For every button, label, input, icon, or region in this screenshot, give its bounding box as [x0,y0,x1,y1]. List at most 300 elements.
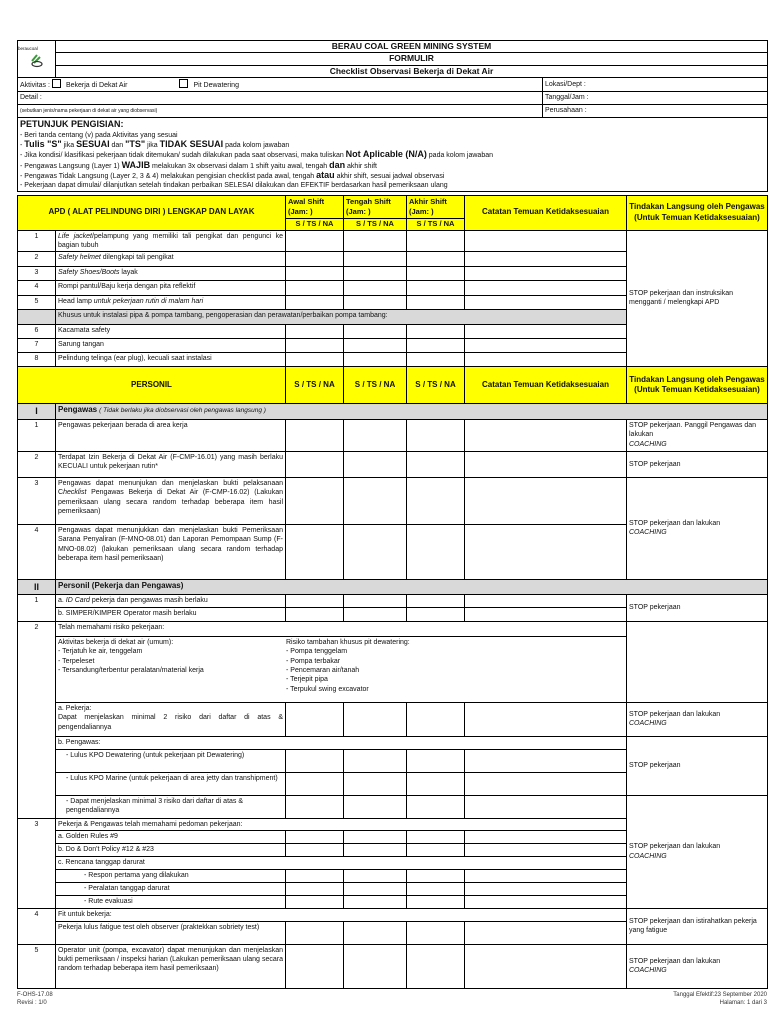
answer-cell[interactable] [344,921,407,944]
stsna-header [407,219,465,230]
italic-text: untuk pekerjaan rutin di malam hari [93,298,204,306]
formulir-label: FORMULIR [56,53,768,65]
apd-item [56,339,286,353]
text: - Lulus KPO Dewatering (untuk pekerjaan pit Dewatering) [66,751,245,759]
answer-cell[interactable] [465,230,627,252]
company-logo [18,41,56,78]
text: STOP pekerjaan dan lakukan [629,843,721,851]
text: S / TS / NA [356,219,394,229]
answer-cell[interactable] [465,419,627,451]
text: (Jam: ) [346,207,371,217]
risk-list [56,636,627,702]
text: S / TS / NA [295,219,334,229]
answer-cell[interactable] [286,267,344,281]
italic-text: COACHING [629,720,667,728]
answer-cell[interactable] [286,883,344,896]
answer-cell[interactable] [286,252,344,267]
checklist-item [56,921,286,944]
answer-cell[interactable] [465,772,627,795]
answer-cell[interactable] [286,451,344,477]
stsna-header [286,367,344,404]
text: 5 [34,298,39,306]
item-number [18,267,56,281]
text: S / TS / NA [294,379,335,389]
text: dilengkapi tali pengikat [100,254,174,262]
stsna-header [286,219,344,230]
text: (Untuk Temuan Ketidaksesuaian) [634,385,760,395]
answer-cell[interactable] [407,607,465,621]
perusahaan-field[interactable]: Perusahaan : [543,104,768,117]
answer-cell[interactable] [465,325,627,339]
checklist-item [56,795,286,818]
answer-cell[interactable] [465,921,627,944]
text: Pengawas pekerjaan berada di area kerja [58,421,188,429]
text: Sarung tangan [58,341,104,349]
answer-cell[interactable] [465,944,627,988]
text: Operator unit (pompa, excavator) dapat menunjukan dan menjelaskan bukti pemeriksaan / inspeksi harian (Lakukan pemeriksaan ulang secara random terhadap beberapa item hasil pemeriksaan) [58,946,283,973]
answer-cell[interactable] [465,339,627,353]
item-number [18,325,56,339]
risk-item: - Pencemaran air/tanah [286,667,360,674]
answer-cell[interactable] [407,870,465,883]
text: I [35,406,38,417]
item-number [18,252,56,267]
answer-cell[interactable] [344,883,407,896]
answer-cell[interactable] [465,281,627,296]
personil-header [18,367,286,404]
apd-action [627,230,768,367]
answer-cell[interactable] [407,419,465,451]
action-text [627,702,768,736]
risk-item: Risiko tambahan khusus pit dewatering: [286,638,410,646]
item-number [18,451,56,477]
action-text [627,795,768,908]
section-number [18,579,56,594]
item-number [18,944,56,988]
logo-icon [29,52,45,68]
tindakan-header [627,367,768,404]
text: STOP pekerjaan dan istirahatkan pekerja yang fatigue [629,917,757,935]
text: Pekerja lulus fatigue test oleh observer (praktekkan sobriety test) [58,923,260,931]
tanggal-field[interactable]: Tanggal/Jam : [543,92,768,104]
text: STOP pekerjaan dan lakukan [629,957,721,965]
answer-cell[interactable] [465,831,627,844]
answer-cell[interactable] [407,831,465,844]
answer-cell[interactable] [286,281,344,296]
answer-cell[interactable] [286,921,344,944]
instruction-line: - Beri tanda centang (v) pada Aktivitas yang sesuai [20,131,178,139]
italic-text: ID Card [65,597,90,605]
risk-item: - Pompa terbakar [286,657,341,665]
answer-cell[interactable] [407,524,465,579]
answer-cell[interactable] [344,451,407,477]
checklist-heading [56,736,627,749]
text: /pelampung yang memiliki tali pengikat dan pengunci ke bagian tubuh [58,232,283,249]
action-text [627,451,768,477]
answer-cell[interactable] [407,477,465,524]
risk-item: - Terpeleset [58,657,95,665]
instruction-line: - Jika kondisi/ klasifikasi pekerjaan tidak ditemukan/ sudah dilakukan pada saat observasi, maka tuliskan Not Aplicable (N/A) pada kolom jawaban [20,149,493,160]
answer-cell[interactable] [344,944,407,988]
form-subtitle: Checklist Observasi Bekerja di Dekat Air [56,65,768,77]
answer-cell[interactable] [465,524,627,579]
answer-cell[interactable] [465,795,627,818]
item-number [18,818,56,908]
instruction-line: - Pekerjaan dapat dimulai/ dilanjutkan setelah tindakan perbaikan SELESAI dilakukan dan EFEKTIF berdasarkan hasil pemeriksaan ulang [20,181,448,189]
answer-cell[interactable] [286,325,344,339]
checklist-item [56,595,286,607]
answer-cell[interactable] [344,477,407,524]
instructions [18,117,768,191]
answer-cell[interactable] [344,524,407,579]
answer-cell[interactable] [407,451,465,477]
answer-cell[interactable] [286,749,344,772]
aktivitas-label: Aktivitas : [20,82,50,90]
answer-cell[interactable] [344,844,407,857]
answer-cell[interactable] [286,944,344,988]
text: - Lulus KPO Marine (untuk pekerjaan di area jetty dan transhipment) [66,774,278,782]
section-number [18,404,56,419]
answer-cell[interactable] [286,870,344,883]
text: Catatan Temuan Ketidaksesuaian [481,207,609,217]
item-number [18,281,56,296]
italic-text: COACHING [629,529,667,537]
item-number [18,909,56,944]
item-number [18,296,56,310]
text: STOP pekerjaan dan lakukan [629,710,721,718]
khusus-note [56,310,627,325]
detail-hint: (sebutkan jenis/nama pekerjaan di dekat air yang diobservasi) [18,104,543,117]
answer-cell[interactable] [344,870,407,883]
text: PERSONIL [131,379,172,389]
shift-akhir-header [407,196,465,219]
apd-item [56,296,286,310]
apd-item [56,353,286,367]
text: Tindakan Langsung oleh Pengawas [629,202,765,212]
text: a. Golden Rules #9 [58,833,118,841]
answer-cell[interactable] [344,281,407,296]
text: Pelindung telinga (ear plug), kecuali saat instalasi [58,355,212,363]
answer-cell[interactable] [407,353,465,367]
risk-item: Aktivitas bekerja di dekat air (umum): [58,638,174,646]
answer-cell[interactable] [407,883,465,896]
text: Telah memahami risiko pekerjaan: [58,623,165,631]
text: 2 [34,453,39,461]
text: Personil (Pekerja dan Pengawas) [58,580,184,590]
text: Fit untuk bekerja: [58,911,112,919]
answer-cell[interactable] [286,702,344,736]
answer-cell[interactable] [465,607,627,621]
checklist-heading [56,621,627,636]
text: Rompi pantul/Baju kerja dengan pita reflektif [58,283,196,291]
text: STOP pekerjaan [629,761,681,769]
answer-cell[interactable] [286,419,344,451]
answer-cell[interactable] [344,607,407,621]
answer-cell[interactable] [344,702,407,736]
checkbox-bekerja-dekat-air[interactable] [52,79,61,88]
item-number [18,339,56,353]
risk-item: - Tersandung/terbentur peralatan/material kerja [58,667,204,674]
text: STOP pekerjaan dan instruksikan mengganti / melengkapi APD [629,290,734,307]
apd-item [56,267,286,281]
checklist-item [56,772,286,795]
text: Catatan Temuan Ketidaksesuaian [481,379,609,389]
action-text [627,419,768,451]
answer-cell[interactable] [286,595,344,607]
answer-cell[interactable] [407,844,465,857]
text: 4 [34,526,39,534]
checklist-heading [56,857,627,870]
text: Pekerja & Pengawas telah memahami pedoman pekerjaan: [58,820,243,828]
text: a. [58,597,66,605]
answer-cell[interactable] [407,296,465,310]
checklist-item [56,451,286,477]
answer-cell[interactable] [286,524,344,579]
item-number [18,524,56,579]
answer-cell[interactable] [286,795,344,818]
section-title [56,579,768,594]
action-text [627,595,768,621]
checklist-item [56,419,286,451]
tindakan-header [627,196,768,230]
answer-cell[interactable] [286,831,344,844]
action-text [627,944,768,988]
answer-cell[interactable] [465,353,627,367]
text: 2 [34,254,39,262]
text: Pengawas dapat menunjukkan dan menjelaskan bukti Pemeriksaan Sarana Penyaliran (F-MNO-08.01) dan Laporan Pemompaan Sump (F-MNO-08.02) (lakukan pemeriksaan ulang secara random terhadap beberapa item hasil pemeriksaan) [58,526,283,563]
apd-item [56,230,286,252]
shift-awal-header [286,196,344,219]
checklist-item [56,749,286,772]
stsna-header [407,367,465,404]
instruction-line: - Tulis "S" jika SESUAI dan "TS" jika TIDAK SESUAI pada kolom jawaban [20,139,290,150]
text: Tindakan Langsung oleh Pengawas [629,374,765,384]
answer-cell[interactable] [344,267,407,281]
text: Khusus untuk instalasi pipa & pompa tambang, pengoperasian dan perawatan/perbaikan pompa tambang: [58,312,388,320]
text: pekerja dan pengawas masih berlaku [89,597,208,605]
answer-cell[interactable] [286,896,344,909]
answer-cell[interactable] [465,252,627,267]
answer-cell[interactable] [465,451,627,477]
italic-text: Safety Shoes/Boots [58,269,120,277]
instructions-title: PETUNJUK PENGISIAN: [20,118,124,129]
text: (Jam: ) [409,207,434,217]
text: Head lamp [58,298,94,306]
text: layak [119,269,138,277]
answer-cell[interactable] [344,595,407,607]
answer-cell[interactable] [407,325,465,339]
text: 1 [34,232,39,240]
text: Awal Shift [288,197,325,207]
text: Dapat menjelaskan minimal 2 risiko dari daftar di atas & pengendaliannya [58,714,283,731]
answer-cell[interactable] [286,339,344,353]
text: II [33,581,39,592]
cell [627,621,768,702]
apd-item [56,281,286,296]
answer-cell[interactable] [286,772,344,795]
answer-cell[interactable] [465,749,627,772]
answer-cell[interactable] [465,267,627,281]
answer-cell[interactable] [407,944,465,988]
instruction-line: - Pengawas Langsung (Layer 1) WAJIB melakukan 3x observasi dalam 1 shift yaitu awal, tengah dan akhir shift [20,159,377,170]
italic-text: COACHING [629,852,667,860]
italic-text: COACHING [629,967,667,975]
item-number [18,353,56,367]
answer-cell[interactable] [465,896,627,909]
text: STOP pekerjaan [629,460,681,468]
risk-item: - Terjepit pipa [286,676,328,684]
answer-cell[interactable] [344,252,407,267]
answer-cell[interactable] [344,325,407,339]
section-note: ( Tidak berlaku jika diobservasi oleh pengawas langsung ) [99,407,266,415]
text: - Rute evakuasi [84,898,133,906]
text: Pengawas dapat menunjukan dan menjelaskan bukti pelaksanaan C [58,479,283,497]
form-code: F-OHS-17.08 [17,991,53,998]
text: - Respon pertama yang dilakukan [84,872,189,880]
text: c. Rencana tanggap darurat [58,859,145,867]
text: 5 [34,946,39,954]
answer-cell[interactable] [407,921,465,944]
answer-cell[interactable] [407,230,465,252]
text: APD ( ALAT PELINDUNG DIRI ) LENGKAP DAN LAYAK [48,207,255,217]
text: - Dapat menjelaskan minimal 3 risiko dari daftar di atas & pengendaliannya [66,797,244,815]
answer-cell[interactable] [286,353,344,367]
text: (Untuk Temuan Ketidaksesuaian) [634,212,760,222]
text: 8 [34,355,39,363]
lokasi-field[interactable]: Lokasi/Dept : [543,78,768,92]
answer-cell[interactable] [407,896,465,909]
answer-cell[interactable] [344,419,407,451]
shift-tengah-header [344,196,407,219]
text: Kacamata safety [58,327,111,335]
checklist-item [56,896,286,909]
item-number [18,230,56,252]
answer-cell[interactable] [465,702,627,736]
text: - Peralatan tanggap darurat [84,885,170,893]
text: (Jam: ) [288,207,313,217]
italic-text: Life jacket [58,232,93,240]
answer-cell[interactable] [344,749,407,772]
footer [17,991,767,1008]
answer-cell[interactable] [465,595,627,607]
checklist-item [56,607,286,621]
checklist-item [56,883,286,896]
system-title: BERAU COAL GREEN MINING SYSTEM [56,41,768,53]
checkbox-pit-dewatering[interactable] [179,79,188,88]
text: Akhir Shift [409,197,447,207]
answer-cell[interactable] [344,339,407,353]
detail-field[interactable]: Detail : [18,92,543,104]
item-number [18,595,56,621]
answer-cell[interactable] [407,772,465,795]
instruction-line: - Pengawas Tidak Langsung (Layer 2, 3 & 4) melakukan pengisian checklist pada awal, tengah atau akhir shift, sesuai jadwal observasi [20,169,445,180]
checklist-table [17,195,768,988]
answer-cell[interactable] [344,795,407,818]
revision: Revisi : 1/0 [17,999,47,1006]
answer-cell[interactable] [465,870,627,883]
section-title [56,404,768,419]
page-number: Halaman: 1 dari 3 [719,999,767,1006]
item-number [18,621,56,818]
text: 3 [34,820,39,828]
text: Pengawas Bekerja di Dekat Air (F-CMP-16.02) (Lakukan pemeriksaan ulang secara random terhadap beberapa item hasil pemeriksaan) [58,489,283,516]
apd-header [18,196,286,230]
answer-cell[interactable] [465,883,627,896]
answer-cell[interactable] [344,353,407,367]
italic-text: COACHING [629,440,667,448]
text: STOP pekerjaan dan lakukan [629,519,721,527]
answer-cell[interactable] [286,477,344,524]
answer-cell[interactable] [286,607,344,621]
answer-cell[interactable] [286,230,344,252]
text: Tengah Shift [346,197,391,207]
text: b. Pengawas: [58,738,101,746]
answer-cell[interactable] [407,267,465,281]
answer-cell[interactable] [344,831,407,844]
answer-cell[interactable] [407,702,465,736]
action-text [627,736,768,795]
checklist-item [56,844,286,857]
aktivitas-field [18,78,543,92]
option-label: Bekerja di Dekat Air [65,82,128,90]
answer-cell[interactable] [344,772,407,795]
stsna-header [344,367,407,404]
text: Pengawas [58,405,98,415]
answer-cell[interactable] [407,795,465,818]
answer-cell[interactable] [407,281,465,296]
answer-cell[interactable] [465,477,627,524]
item-number [18,419,56,451]
item-number [18,477,56,524]
text: STOP pekerjaan. Panggil Pengawas dan lakukan [629,421,756,439]
risk-item: - Terpukul swing excavator [286,685,369,693]
italic-text: Safety helmet [58,254,101,262]
answer-cell[interactable] [407,252,465,267]
checklist-item [56,831,286,844]
risk-item: - Terjatuh ke air, tenggelam [58,648,143,656]
text: 4 [34,911,39,919]
answer-cell[interactable] [344,296,407,310]
answer-cell[interactable] [465,296,627,310]
text: a. Pekerja: [58,704,92,712]
checklist-item [56,702,286,736]
answer-cell[interactable] [407,595,465,607]
answer-cell[interactable] [465,844,627,857]
text: 2 [34,623,39,631]
text: STOP pekerjaan [629,604,681,612]
answer-cell[interactable] [344,896,407,909]
apd-item [56,325,286,339]
logo-text: beraucoal [18,46,38,52]
answer-cell[interactable] [344,230,407,252]
checklist-item [56,944,286,988]
answer-cell[interactable] [407,339,465,353]
answer-cell[interactable] [286,296,344,310]
effective-date: Tanggal Efektif:23 September 2020 [673,991,767,998]
checklist-item [56,870,286,883]
checklist-heading [56,909,627,921]
italic-text: hecklist [63,489,87,497]
text: Terdapat Izin Bekerja di Dekat Air (F-CMP-16.01) yang masih berlaku KECUALI untuk pekerjaan rutin* [58,453,283,471]
action-text [627,477,768,579]
cell [18,310,56,325]
text: S / TS / NA [416,219,455,229]
text: 6 [34,327,39,335]
text: S / TS / NA [415,379,456,389]
answer-cell[interactable] [286,844,344,857]
answer-cell[interactable] [407,749,465,772]
text: S / TS / NA [354,379,396,389]
